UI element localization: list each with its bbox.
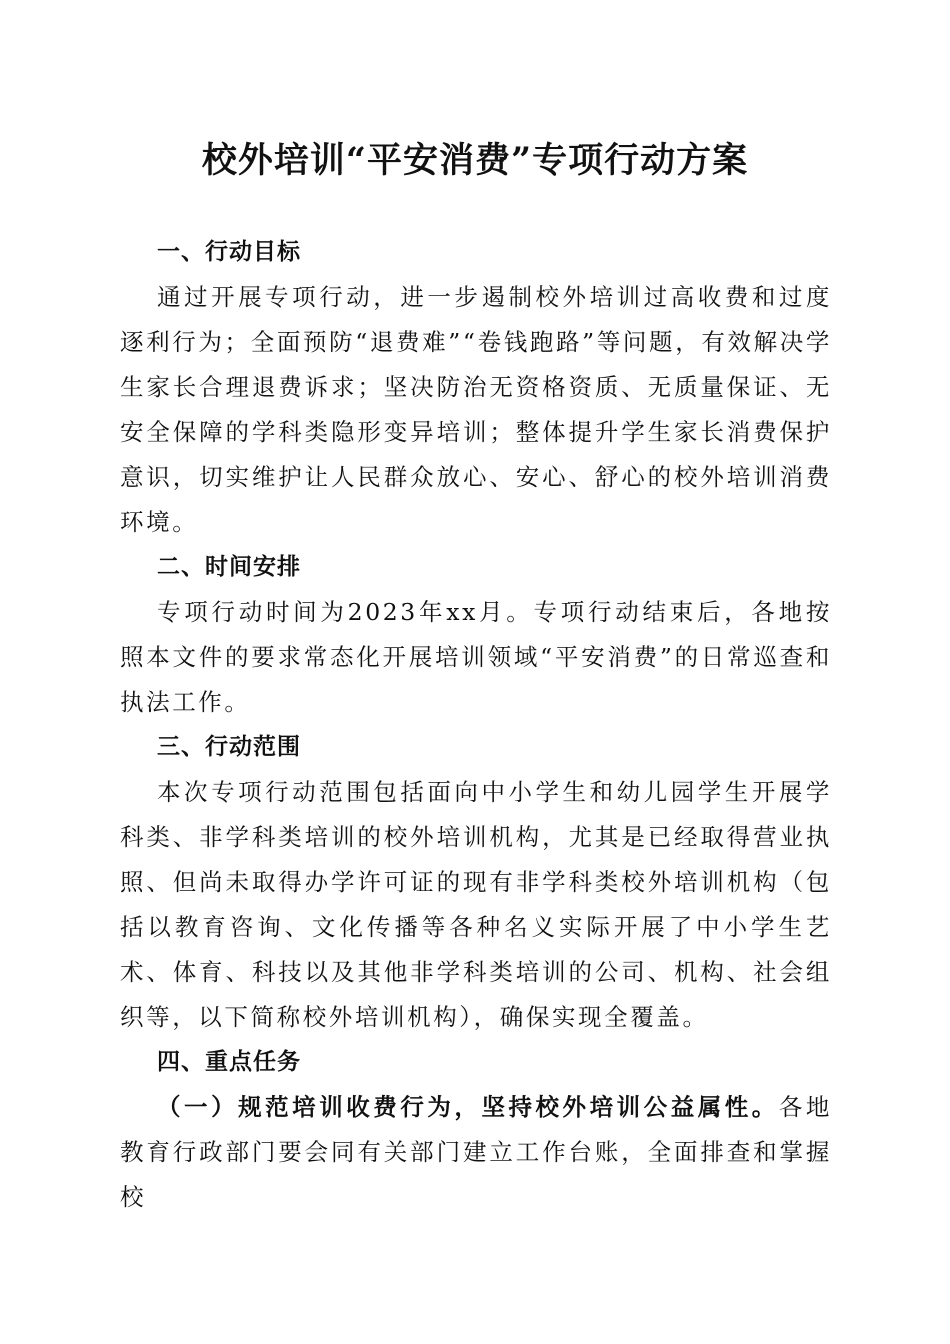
subsection-lead: （一）规范培训收费行为，坚持校外培训公益属性。 xyxy=(157,1093,779,1121)
section-paragraph-tasks xyxy=(120,1085,832,1220)
document-body xyxy=(120,230,832,1220)
section-heading-scope: 三、行动范围 xyxy=(157,734,301,760)
section-heading-tasks: 四、重点任务 xyxy=(157,1049,301,1075)
section-paragraph-scope: 本次专项行动范围包括面向中小学生和幼儿园学生开展学科类、非学科类培训的校外培训机构，尤其是已经取得营业执照、但尚未取得办学许可证的现有非学科类校外培训机构（包括以教育咨询、文化传播等各种名义实际开展了中小学生艺术、体育、科技以及其他非学科类培训的公司、机构、社会组织等，以下简称校外培训机构），确保实现全覆盖。 xyxy=(120,778,832,1031)
section-heading-schedule: 二、时间安排 xyxy=(157,554,301,580)
subsection-text: 各地教育行政部门要会同有关部门建立工作台账，全面排查和掌握校 xyxy=(120,1093,832,1211)
section-heading-goals: 一、行动目标 xyxy=(157,239,301,265)
section-paragraph-schedule: 专项行动时间为2023年xx月。专项行动结束后，各地按照本文件的要求常态化开展培训领域“平安消费”的日常巡查和执法工作。 xyxy=(120,598,832,716)
section-paragraph-goals: 通过开展专项行动，进一步遏制校外培训过高收费和过度逐利行为；全面预防“退费难”“卷钱跑路”等问题，有效解决学生家长合理退费诉求；坚决防治无资格资质、无质量保证、无安全保障的学科类隐形变异培训；整体提升学生家长消费保护意识，切实维护让人民群众放心、安心、舒心的校外培训消费环境。 xyxy=(120,283,832,536)
page-title: 校外培训“平安消费”专项行动方案 xyxy=(201,140,749,181)
